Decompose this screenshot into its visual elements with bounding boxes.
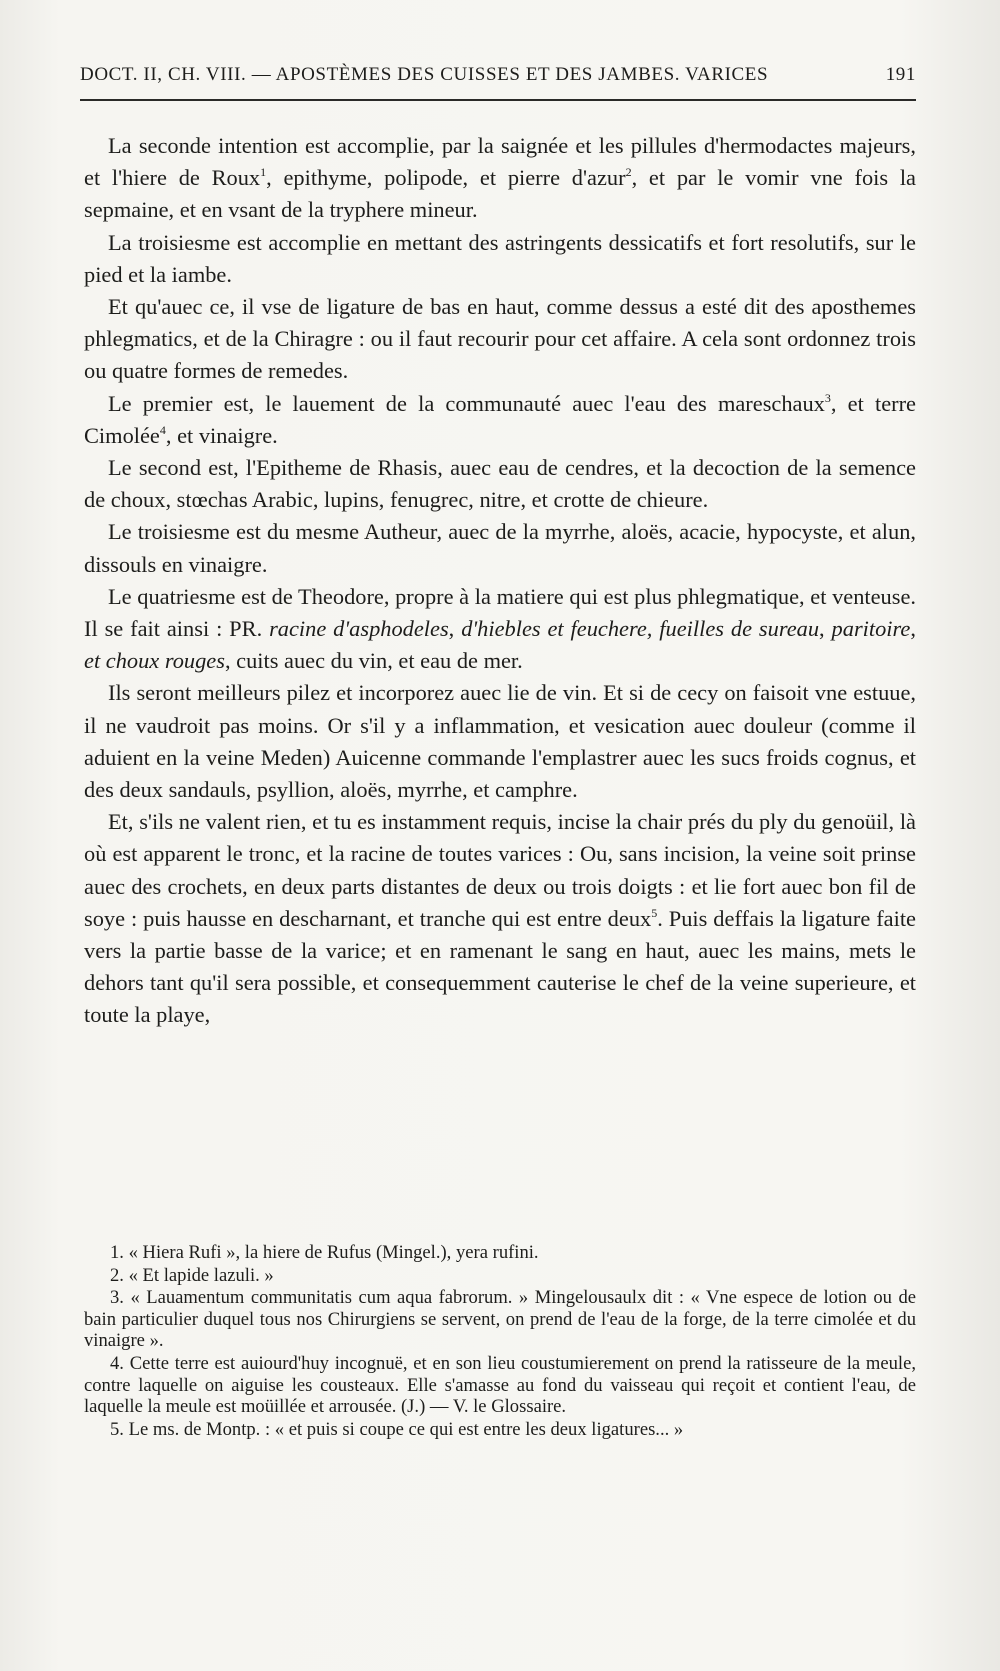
- footnote: [84, 1353, 916, 1418]
- text-run: ,: [819, 616, 825, 642]
- paragraph: [84, 388, 916, 452]
- text-run: , epithyme, polipode, et pierre d'azur: [266, 165, 626, 191]
- footnotes: [84, 1242, 916, 1441]
- footnote-number: 1.: [110, 1242, 124, 1263]
- text-run: , et vinaigre.: [165, 422, 278, 448]
- text-run: , cuits auec du vin, et eau de mer.: [224, 648, 523, 674]
- text-run: . Puis deffais la ligature faite vers la partie basse de la varice; et en ramenant le sang en haut, auec les mains, mets le dehors tant qu'il sera possible, et consequemment cauterise le chef de la veine superieure, et toute la playe,: [84, 905, 916, 1028]
- footnote: [84, 1419, 916, 1441]
- footnote-text: Cette terre est auiourd'huy incognuë, et en son lieu coustumierement on prend la ratisseure de la meule, contre laquelle on aiguise les cousteaux. Elle s'amasse au fond du vaisseau qui reçoit et contient l'eau, de laquelle la meule est moüillée et arrousée. (J.) — V. le Glossaire.: [84, 1352, 916, 1418]
- text-run: ,: [910, 616, 916, 642]
- italic-run: et choux rouges: [84, 648, 225, 674]
- italic-run: racine d'asphodeles: [269, 616, 449, 642]
- footnote-ref[interactable]: 5: [651, 905, 658, 920]
- footnote: [84, 1242, 916, 1264]
- text-run: , et par le vomir vne fois la sepmaine, et en vsant de la tryphere mineur.: [84, 165, 916, 223]
- footnote-text: « Et lapide lazuli. »: [128, 1264, 274, 1286]
- text-run: , et terre Cimolée: [84, 390, 916, 448]
- footnote: [84, 1287, 916, 1352]
- text-run: Et, s'ils ne valent rien, et tu es instamment requis, incise la chair prés du ply du genoüil, là où est apparent le tronc, et la racine de toutes varices : Ou, sans incision, la veine soit prinse auec des crochets, en deux parts distantes de deux ou trois doigts : et lie fort auec bon fil de soye : puis hausse en descharnant, et tranche qui est entre deux: [84, 809, 916, 931]
- footnote-number: 5.: [110, 1418, 124, 1440]
- footnote-text: Le ms. de Montp. : « et puis si coupe ce qui est entre les deux ligatures... »: [128, 1418, 684, 1440]
- paragraph: Le second est, l'Epitheme de Rhasis, auec eau de cendres, et la decoction de la semence de choux, stœchas Arabic, lupins, fenugrec, nitre, et crotte de chieure.: [84, 455, 916, 513]
- paragraph: La troisiesme est accomplie en mettant des astringents dessicatifs et fort resolutifs, sur le pied et la iambe.: [84, 229, 916, 287]
- footnote-ref[interactable]: 2: [625, 165, 632, 180]
- italic-run: d'hiebles et feuchere, fueilles de sureau: [461, 616, 820, 642]
- footnote-ref[interactable]: 1: [260, 165, 267, 180]
- footnote-number: 3.: [110, 1287, 124, 1309]
- running-title: DOCT. II, CH. VIII. — APOSTÈMES DES CUISSES ET DES JAMBES. VARICES: [80, 64, 769, 85]
- footnote-text: « Lauamentum communitatis cum aqua fabrorum. » Mingelousaulx dit : « Vne espece de lotion ou de bain particulier duquel tous nos Chirurgiens se servent, on prend de l'eau de la forge, de la terre cimolée et du vinaigre ».: [84, 1287, 916, 1352]
- main-text: [84, 130, 916, 1032]
- text-run: Le premier est, le lauement de la communauté auec l'eau des mareschaux: [108, 390, 825, 416]
- paragraph: Et qu'auec ce, il vse de ligature de bas en haut, comme dessus a esté dit des aposthemes phlegmatics, et de la Chiragre : ou il faut recourir pour cet affaire. A cela sont ordonnez trois ou quatre formes de remedes.: [84, 294, 916, 384]
- header-rule: [80, 99, 916, 101]
- footnote-number: 4.: [110, 1352, 124, 1374]
- paragraph: [84, 581, 916, 678]
- text-run: ,: [448, 616, 455, 642]
- paragraph: Ils seront meilleurs pilez et incorporez auec lie de vin. Et si de cecy on faisoit vne estuue, il ne vaudroit pas moins. Or s'il y a inflammation, et vesication auec douleur (comme il aduient en la veine Meden) Auicenne commande l'emplastrer auec les sucs froids cognus, et des deux sandauls, psyllion, aloës, myrrhe, et camphre.: [84, 680, 916, 803]
- paragraph: [84, 130, 916, 227]
- footnote-ref[interactable]: 4: [159, 422, 166, 437]
- page-number: 191: [885, 64, 916, 85]
- footnote-text: « Hiera Rufi », la hiere de Rufus (Mingel.), yera rufini.: [128, 1242, 539, 1263]
- paragraph: Le troisiesme est du mesme Autheur, auec de la myrrhe, aloës, acacie, hypocyste, et alun, dissouls en vinaigre.: [84, 519, 916, 577]
- paragraph: [84, 806, 916, 1031]
- text-run: La seconde intention est accomplie, par la saignée et les pillules d'hermodactes majeurs, et l'hiere de Roux: [84, 133, 916, 191]
- footnote-ref[interactable]: 3: [824, 390, 831, 405]
- footnote: [84, 1265, 916, 1287]
- text-run: Le quatriesme est de Theodore, propre à la matiere qui est plus phlegmatique, et venteuse. Il se fait ainsi : PR.: [84, 583, 916, 642]
- footnote-number: 2.: [110, 1264, 124, 1286]
- running-header: [80, 64, 916, 86]
- italic-run: paritoire: [831, 616, 911, 642]
